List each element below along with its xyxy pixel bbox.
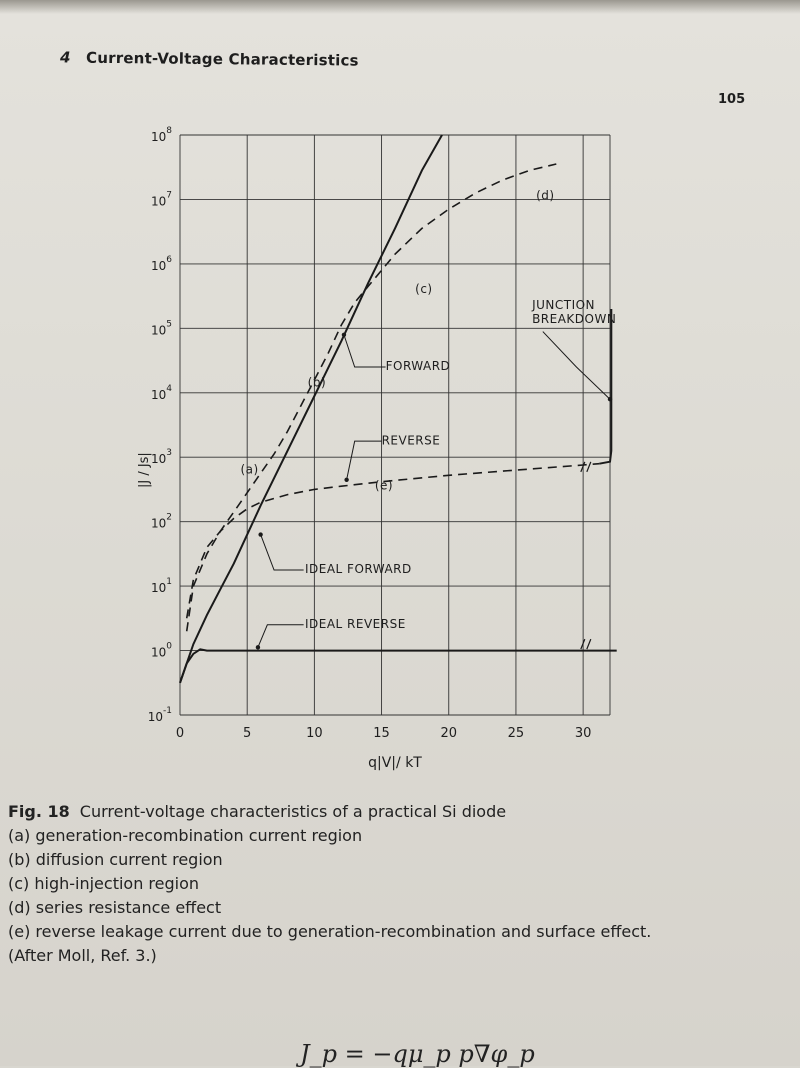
figure-caption bbox=[8, 800, 708, 968]
series-line-forward bbox=[187, 164, 557, 631]
y-tick-label: $10^0$ bbox=[150, 641, 172, 660]
annotation-leader-line bbox=[258, 625, 304, 648]
x-tick-label: 15 bbox=[373, 726, 390, 741]
y-tick-label: $10^4$ bbox=[150, 383, 172, 402]
annotation-leader-line bbox=[543, 332, 610, 400]
caption-title: Current-voltage characteristics of a practical Si diode bbox=[79, 802, 507, 821]
annotation-label: (e) bbox=[374, 478, 394, 493]
caption-item-c: (c) high-injection region bbox=[8, 874, 200, 893]
series-line-junction-breakdown bbox=[599, 309, 611, 464]
x-tick-label: 25 bbox=[507, 726, 525, 741]
y-tick-label: $10^2$ bbox=[150, 512, 172, 531]
y-tick-label: $10^{-1}$ bbox=[147, 706, 172, 724]
annotation-label: BREAKDOWN bbox=[532, 312, 617, 327]
page-edge-shadow bbox=[0, 0, 800, 14]
caption-source: (After Moll, Ref. 3.) bbox=[8, 946, 157, 965]
chapter-title: Current-Voltage Characteristics bbox=[85, 48, 359, 70]
series-line-ideal-reverse bbox=[180, 649, 617, 683]
annotation-label: (b) bbox=[307, 375, 327, 390]
y-axis-label: |J / Js| bbox=[137, 452, 152, 489]
series-line-ideal-forward bbox=[180, 135, 442, 683]
axis-break-mark bbox=[581, 462, 591, 472]
annotation-label: IDEAL REVERSE bbox=[304, 617, 406, 631]
figure-label: Fig. 18 bbox=[8, 802, 70, 821]
caption-item-e: (e) reverse leakage current due to generation-recombination and surface effect. bbox=[8, 922, 652, 941]
annotation-leader-line bbox=[347, 441, 382, 480]
x-tick-label: 30 bbox=[574, 726, 592, 741]
annotation-arrowhead bbox=[344, 478, 348, 482]
equation: J_p = −qμ_p p∇φ_p bbox=[300, 1040, 535, 1068]
annotation-arrowhead bbox=[342, 333, 346, 337]
y-tick-label: $10^1$ bbox=[150, 577, 172, 596]
annotation-arrowhead bbox=[256, 645, 260, 649]
x-tick-label: 20 bbox=[440, 726, 458, 741]
running-head bbox=[60, 48, 359, 69]
caption-item-d: (d) series resistance effect bbox=[8, 898, 222, 917]
y-tick-label: $10^3$ bbox=[150, 448, 172, 467]
y-tick-label: $10^8$ bbox=[150, 126, 172, 144]
annotation-label: IDEAL FORWARD bbox=[304, 562, 412, 577]
annotation-leader-line bbox=[344, 335, 386, 367]
annotation-arrowhead bbox=[258, 532, 262, 536]
x-tick-label: 0 bbox=[175, 726, 185, 741]
annotation-leader-line bbox=[261, 535, 304, 570]
axis-break-mark bbox=[581, 639, 591, 649]
annotation-label: FORWARD bbox=[385, 359, 451, 374]
chapter-number: 4 bbox=[59, 48, 71, 67]
page-number: 105 bbox=[718, 92, 746, 107]
annotation-label: REVERSE bbox=[381, 433, 441, 448]
x-tick-label: 5 bbox=[243, 726, 252, 741]
annotation-label: JUNCTION bbox=[532, 298, 596, 312]
annotation-label: (a) bbox=[240, 462, 259, 477]
caption-item-b: (b) diffusion current region bbox=[8, 850, 223, 869]
annotation-label: (c) bbox=[415, 281, 433, 296]
x-tick-label: 10 bbox=[306, 726, 323, 741]
y-tick-label: $10^6$ bbox=[150, 254, 172, 273]
x-axis-label: q|V|/ kT bbox=[368, 755, 422, 771]
caption-item-a: (a) generation-recombination current region bbox=[8, 826, 363, 845]
annotation-arrowhead bbox=[608, 397, 612, 401]
y-tick-label: $10^7$ bbox=[150, 190, 172, 209]
iv-characteristics-chart bbox=[130, 120, 650, 780]
annotation-label: (d) bbox=[536, 188, 555, 203]
y-tick-label: $10^5$ bbox=[150, 319, 172, 338]
caption-title-line bbox=[8, 800, 708, 824]
